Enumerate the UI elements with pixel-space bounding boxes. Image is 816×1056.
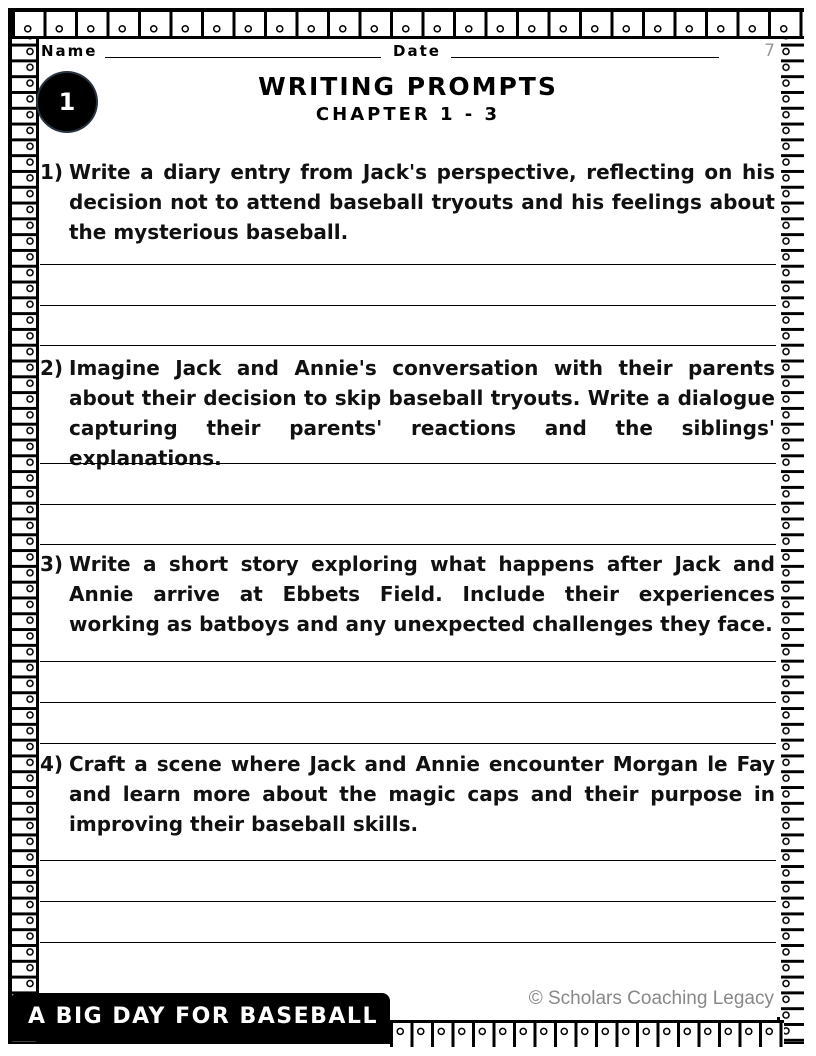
answer-line[interactable]	[40, 942, 776, 943]
question-text: Write a short story exploring what happens after Jack and Annie arrive at Ebbets Field. Include their experiences working as batboys and any unexpected challenges they face.	[69, 552, 775, 636]
question-2	[40, 353, 775, 473]
copyright-notice: © Scholars Coaching Legacy	[528, 988, 774, 1009]
answer-line[interactable]	[40, 743, 776, 744]
page-title: WRITING PROMPTS	[258, 72, 558, 101]
decorative-border-right	[777, 12, 804, 1042]
question-text: Write a diary entry from Jack's perspective, reflecting on his decision not to attend baseball tryouts and his feelings about the mysterious baseball.	[69, 160, 775, 244]
answer-line[interactable]	[40, 504, 776, 505]
answer-line[interactable]	[40, 860, 776, 861]
decorative-border-top	[12, 12, 804, 39]
answer-line[interactable]	[40, 463, 776, 464]
answer-line[interactable]	[40, 661, 776, 662]
answer-line[interactable]	[40, 345, 776, 346]
decorative-border-bottom	[390, 1020, 784, 1047]
number-badge: 1	[38, 73, 96, 131]
date-field[interactable]	[451, 57, 719, 58]
answer-line[interactable]	[40, 305, 776, 306]
book-title-tag: A BIG DAY FOR BASEBALL	[10, 993, 390, 1041]
page-number: 7	[764, 41, 775, 61]
question-3	[40, 549, 775, 639]
date-label: Date	[393, 42, 441, 60]
question-number: 2)	[40, 356, 64, 380]
answer-line[interactable]	[40, 702, 776, 703]
question-text: Craft a scene where Jack and Annie encounter Morgan le Fay and learn more about the magic caps and their purpose in improving their baseball skills.	[69, 752, 775, 836]
answer-line[interactable]	[40, 544, 776, 545]
question-number: 1)	[40, 160, 64, 184]
decorative-border-left	[12, 12, 39, 1042]
question-number: 4)	[40, 752, 64, 776]
answer-line[interactable]	[40, 901, 776, 902]
header-row	[41, 42, 781, 62]
answer-line[interactable]	[40, 264, 776, 265]
question-number: 3)	[40, 552, 64, 576]
question-4	[40, 749, 775, 839]
page-subtitle: CHAPTER 1 - 3	[315, 104, 501, 125]
name-label: Name	[41, 42, 98, 60]
name-field[interactable]	[105, 57, 381, 58]
question-1	[40, 157, 775, 247]
question-text: Imagine Jack and Annie's conversation with their parents about their decision to skip baseball tryouts. Write a dialogue capturing their parents' reactions and the siblings' explanations.	[69, 356, 775, 470]
